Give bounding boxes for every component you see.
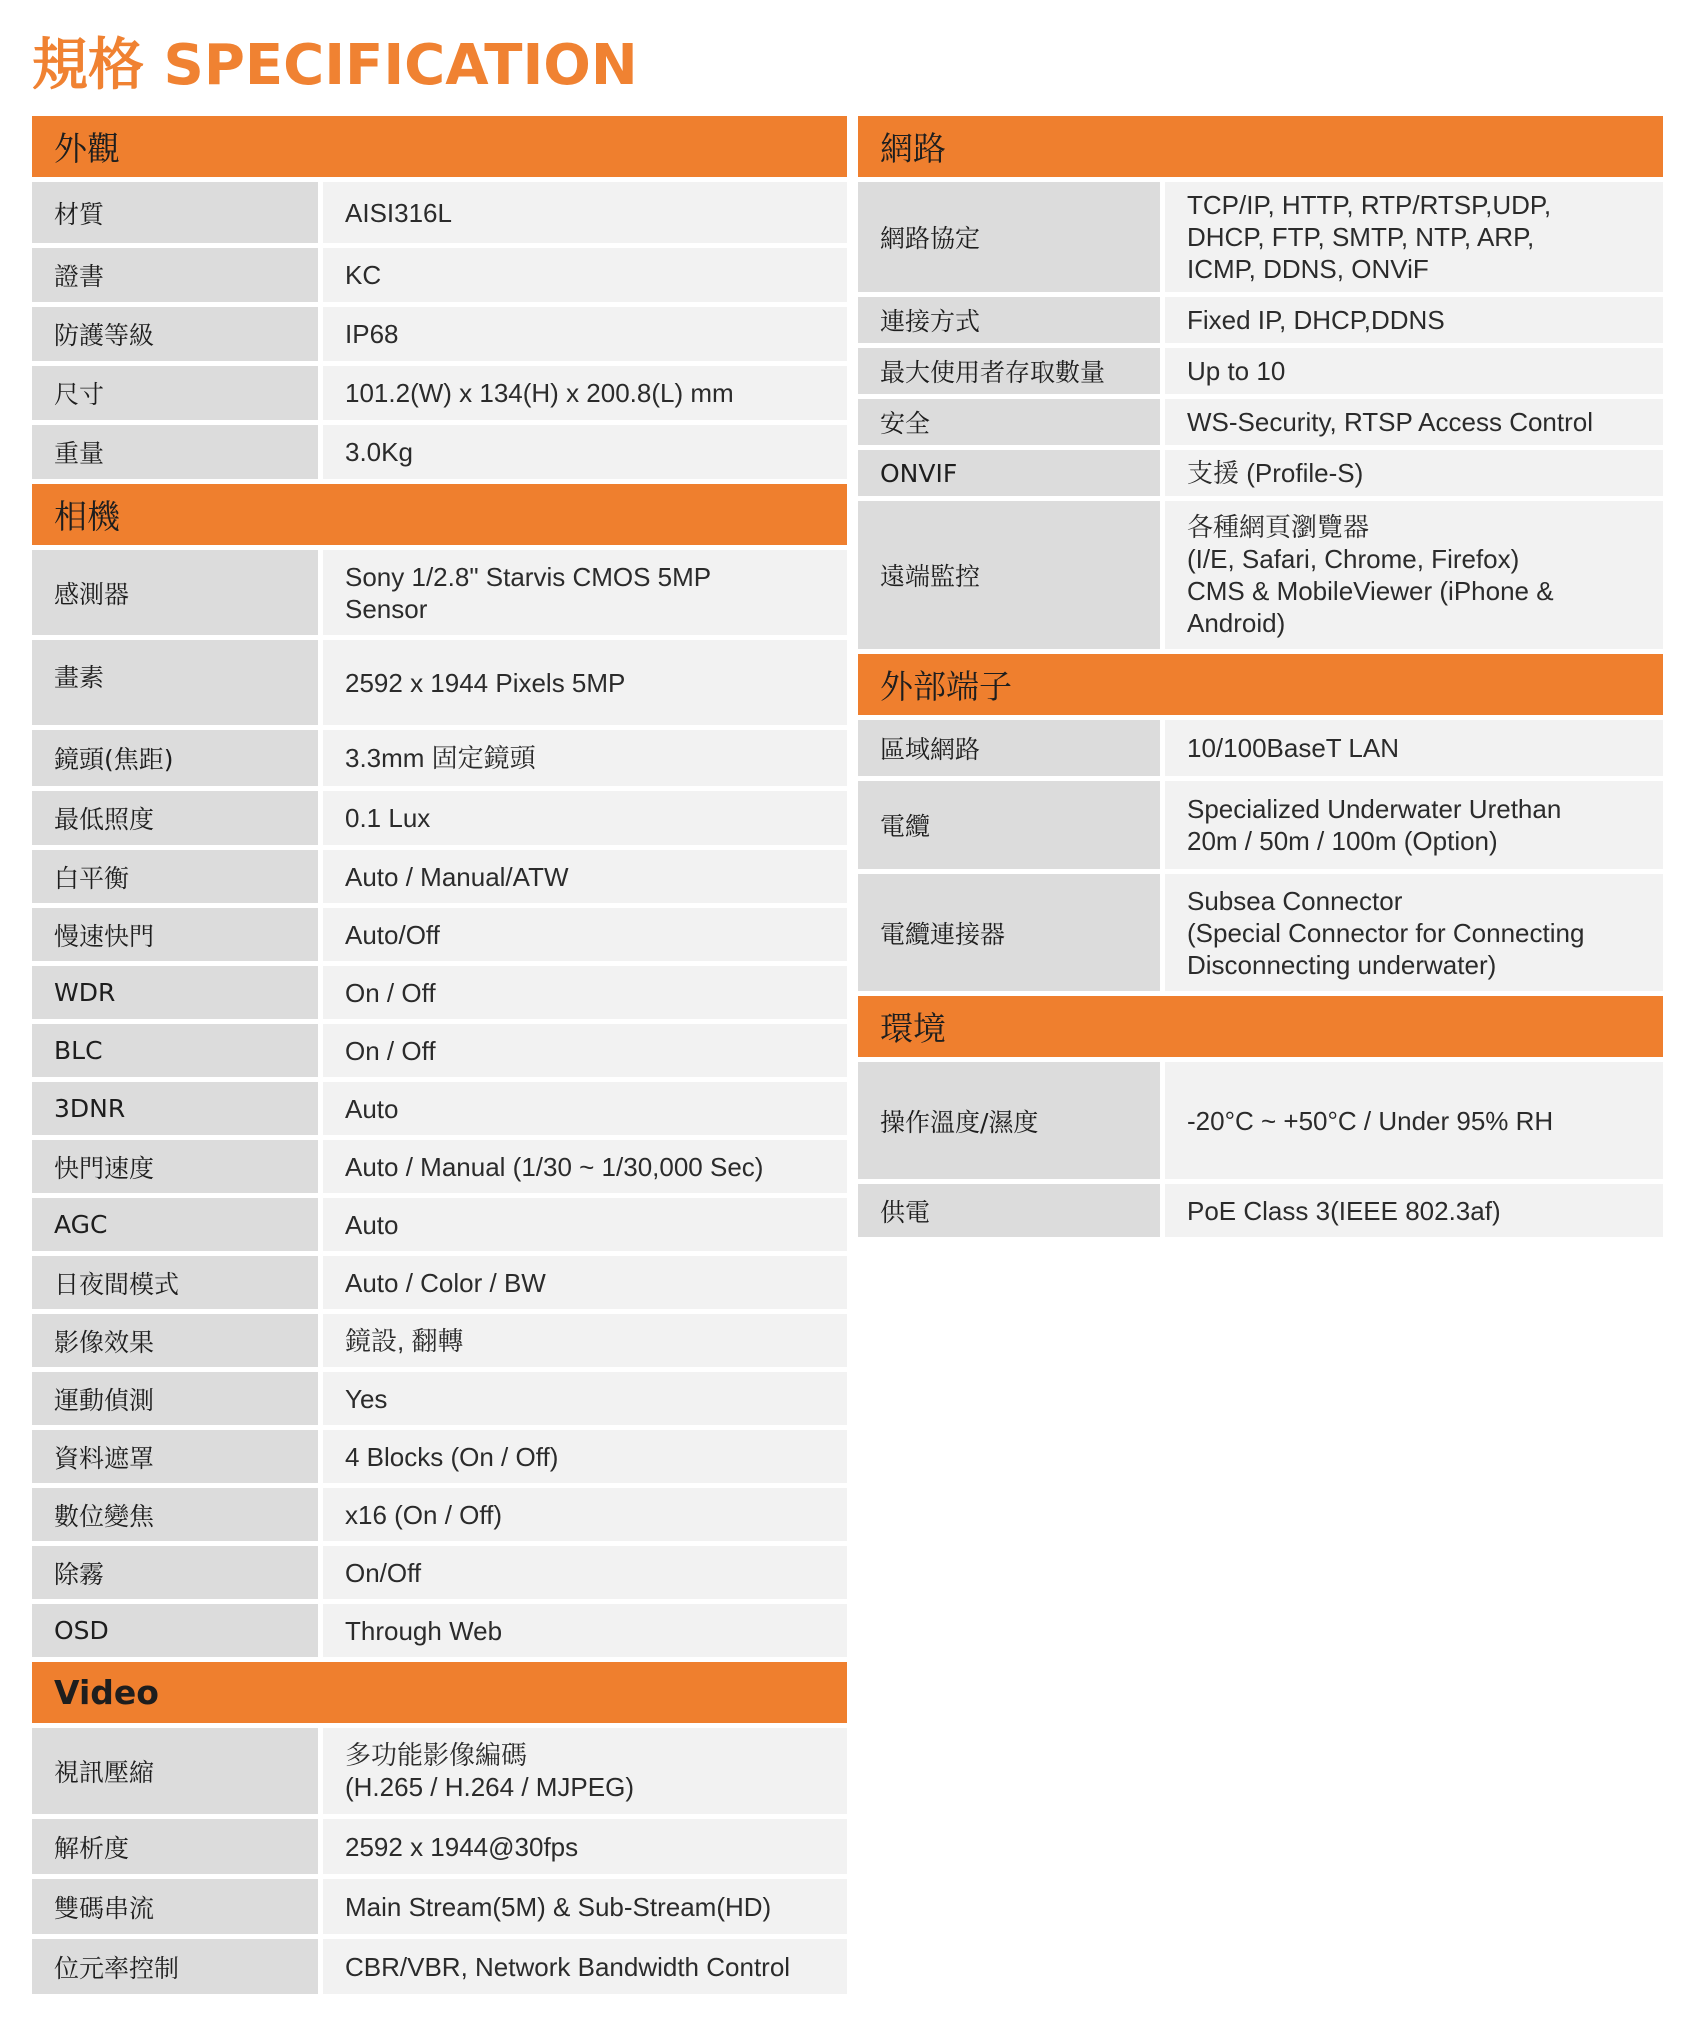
spec-value: TCP/IP, HTTP, RTP/RTSP,UDP, DHCP, FTP, SMTP, NTP, ARP, ICMP, DDNS, ONViF <box>1165 182 1663 292</box>
spec-label: 重量 <box>32 425 318 479</box>
spec-value: On / Off <box>323 966 847 1019</box>
spec-row <box>32 1256 847 1309</box>
spec-label: WDR <box>32 966 318 1019</box>
section-header-video: Video <box>32 1662 847 1723</box>
spec-row <box>32 1372 847 1425</box>
spec-row <box>858 1062 1663 1179</box>
spec-row <box>32 1604 847 1657</box>
spec-label: 感測器 <box>32 550 318 635</box>
spec-value: Subsea Connector (Special Connector for Connecting Disconnecting underwater) <box>1165 874 1663 991</box>
spec-row <box>858 720 1663 776</box>
spec-value: CBR/VBR, Network Bandwidth Control <box>323 1939 847 1994</box>
spec-row <box>32 307 847 361</box>
spec-value: Specialized Underwater Urethan 20m / 50m / 100m (Option) <box>1165 781 1663 869</box>
spec-row <box>32 1024 847 1077</box>
spec-label: 慢速快門 <box>32 908 318 961</box>
spec-label: 白平衡 <box>32 850 318 903</box>
spec-label: 3DNR <box>32 1082 318 1135</box>
spec-value: -20°C ~ +50°C / Under 95% RH <box>1165 1062 1663 1179</box>
section-header-external-ports: 外部端子 <box>858 654 1663 715</box>
spec-value: AISI316L <box>323 182 847 243</box>
spec-label: 網路協定 <box>858 182 1160 292</box>
section-header-environment: 環境 <box>858 996 1663 1057</box>
spec-label: OSD <box>32 1604 318 1657</box>
spec-value: On / Off <box>323 1024 847 1077</box>
spec-row <box>858 297 1663 343</box>
spec-value: Main Stream(5M) & Sub-Stream(HD) <box>323 1879 847 1934</box>
spec-row <box>32 1082 847 1135</box>
spec-value: Sony 1/2.8" Starvis CMOS 5MP Sensor <box>323 550 847 635</box>
spec-value: Yes <box>323 1372 847 1425</box>
spec-row <box>32 366 847 420</box>
spec-label: 視訊壓縮 <box>32 1728 318 1814</box>
spec-row <box>32 550 847 635</box>
section-header-network: 網路 <box>858 116 1663 177</box>
spec-label: 資料遮罩 <box>32 1430 318 1483</box>
spec-value: PoE Class 3(IEEE 802.3af) <box>1165 1184 1663 1237</box>
spec-row <box>32 1939 847 1994</box>
spec-value: 2592 x 1944@30fps <box>323 1819 847 1874</box>
spec-row <box>32 640 847 725</box>
spec-row <box>32 1430 847 1483</box>
spec-value: Auto/Off <box>323 908 847 961</box>
spec-row <box>858 348 1663 394</box>
spec-label: 電纜 <box>858 781 1160 869</box>
spec-value: WS-Security, RTSP Access Control <box>1165 399 1663 445</box>
spec-row <box>32 425 847 479</box>
spec-label: ONVIF <box>858 450 1160 496</box>
spec-row <box>32 182 847 243</box>
spec-row <box>32 850 847 903</box>
spec-label: 防護等級 <box>32 307 318 361</box>
spec-label: 尺寸 <box>32 366 318 420</box>
spec-value: 3.3mm 固定鏡頭 <box>323 730 847 786</box>
spec-label: 證書 <box>32 248 318 302</box>
spec-row <box>858 781 1663 869</box>
spec-row <box>32 1488 847 1541</box>
spec-value: 鏡設, 翻轉 <box>323 1314 847 1367</box>
spec-value: 支援 (Profile-S) <box>1165 450 1663 496</box>
spec-row <box>32 1819 847 1874</box>
spec-row <box>32 248 847 302</box>
spec-value: Auto / Color / BW <box>323 1256 847 1309</box>
spec-column-left <box>32 116 847 1999</box>
spec-label: 區域網路 <box>858 720 1160 776</box>
spec-row <box>32 1879 847 1934</box>
spec-label: 除霧 <box>32 1546 318 1599</box>
spec-value: Auto / Manual/ATW <box>323 850 847 903</box>
spec-label: AGC <box>32 1198 318 1251</box>
spec-label: 操作溫度/濕度 <box>858 1062 1160 1179</box>
spec-label: 電纜連接器 <box>858 874 1160 991</box>
spec-value: x16 (On / Off) <box>323 1488 847 1541</box>
spec-row <box>858 874 1663 991</box>
spec-row <box>32 1198 847 1251</box>
spec-label: 供電 <box>858 1184 1160 1237</box>
spec-row <box>32 730 847 786</box>
spec-row <box>858 450 1663 496</box>
spec-label: 連接方式 <box>858 297 1160 343</box>
spec-label: 畫素 <box>32 640 318 725</box>
spec-row <box>32 1314 847 1367</box>
spec-row <box>32 966 847 1019</box>
spec-value: 101.2(W) x 134(H) x 200.8(L) mm <box>323 366 847 420</box>
spec-row <box>858 501 1663 649</box>
spec-value: Auto <box>323 1082 847 1135</box>
spec-label: 運動偵測 <box>32 1372 318 1425</box>
spec-row <box>32 1546 847 1599</box>
spec-value: On/Off <box>323 1546 847 1599</box>
spec-label: 遠端監控 <box>858 501 1160 649</box>
spec-label: BLC <box>32 1024 318 1077</box>
spec-label: 快門速度 <box>32 1140 318 1193</box>
spec-label: 最低照度 <box>32 791 318 845</box>
spec-value: 4 Blocks (On / Off) <box>323 1430 847 1483</box>
spec-value: Up to 10 <box>1165 348 1663 394</box>
spec-value: Through Web <box>323 1604 847 1657</box>
spec-value: IP68 <box>323 307 847 361</box>
spec-value: KC <box>323 248 847 302</box>
spec-label: 安全 <box>858 399 1160 445</box>
section-header-camera: 相機 <box>32 484 847 545</box>
spec-column-right <box>858 116 1663 1242</box>
spec-value: Auto / Manual (1/30 ~ 1/30,000 Sec) <box>323 1140 847 1193</box>
spec-row <box>858 399 1663 445</box>
spec-label: 影像效果 <box>32 1314 318 1367</box>
spec-label: 材質 <box>32 182 318 243</box>
spec-label: 數位變焦 <box>32 1488 318 1541</box>
spec-label: 雙碼串流 <box>32 1879 318 1934</box>
spec-label: 解析度 <box>32 1819 318 1874</box>
spec-value: Auto <box>323 1198 847 1251</box>
spec-label: 位元率控制 <box>32 1939 318 1994</box>
spec-value: 各種網頁瀏覽器 (I/E, Safari, Chrome, Firefox) CMS & MobileViewer (iPhone & Android) <box>1165 501 1663 649</box>
spec-row <box>32 1728 847 1814</box>
spec-value: 多功能影像編碼 (H.265 / H.264 / MJPEG) <box>323 1728 847 1814</box>
page-title: 規格 SPECIFICATION <box>32 33 638 98</box>
spec-row <box>32 791 847 845</box>
spec-label: 最大使用者存取數量 <box>858 348 1160 394</box>
section-header-appearance: 外觀 <box>32 116 847 177</box>
spec-value: 0.1 Lux <box>323 791 847 845</box>
spec-row <box>32 1140 847 1193</box>
spec-row <box>858 182 1663 292</box>
spec-row <box>858 1184 1663 1237</box>
spec-value: 2592 x 1944 Pixels 5MP <box>323 640 847 725</box>
spec-label: 日夜間模式 <box>32 1256 318 1309</box>
spec-value: 10/100BaseT LAN <box>1165 720 1663 776</box>
spec-value: 3.0Kg <box>323 425 847 479</box>
spec-value: Fixed IP, DHCP,DDNS <box>1165 297 1663 343</box>
spec-label: 鏡頭(焦距) <box>32 730 318 786</box>
spec-row <box>32 908 847 961</box>
